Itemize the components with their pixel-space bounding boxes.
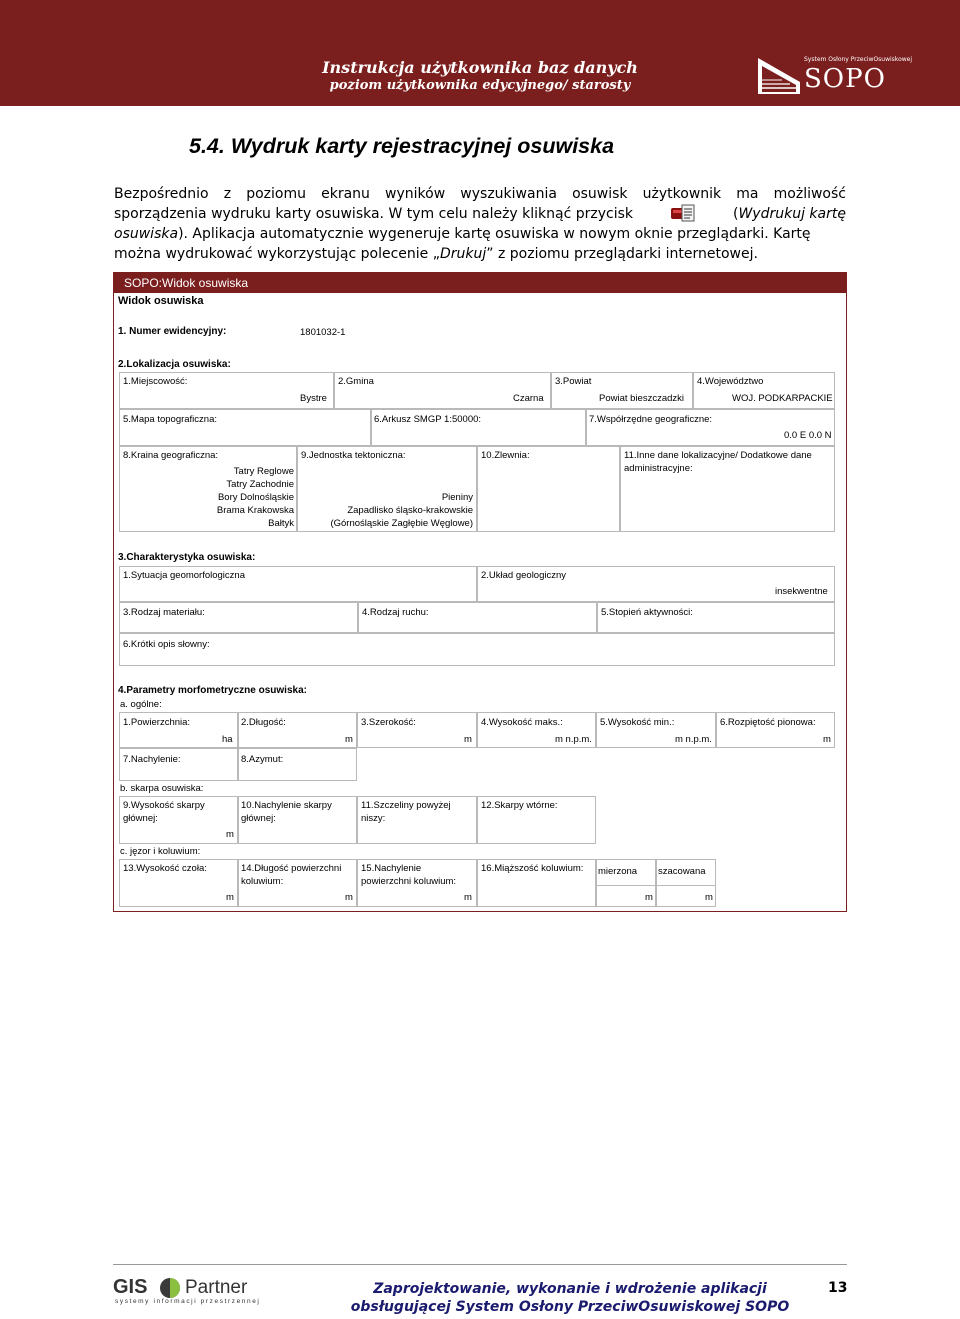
c-jezor-label: c. jęzor i koluwium: (120, 846, 201, 857)
gmina-label: 2.Gmina (338, 376, 374, 387)
powiat-value: Powiat bieszczadzki (599, 393, 685, 404)
paragraph-line-2a: sporządzenia wydruku karty osuwiska. W tym celu należy kliknąć przycisk (114, 206, 634, 222)
wys-maks-label: 4.Wysokość maks.: (481, 717, 563, 728)
header-title: Instrukcja użytkownika baz danych (322, 58, 638, 77)
jednostka-value-1: Pieniny (441, 492, 473, 503)
nach-powierzchni-label-1: 15.Nachylenie (361, 863, 422, 874)
skarpy-wtorne-label: 12.Skarpy wtórne: (481, 800, 558, 811)
rodzaj-materialu-label: 3.Rodzaj materiału: (123, 607, 205, 618)
nach-skarpy-label-1: 10.Nachylenie skarpy (241, 800, 332, 811)
body-paragraph (114, 184, 846, 264)
powierzchnia-label: 1.Powierzchnia: (123, 717, 191, 728)
miejscowosc-label: 1.Miejscowość: (123, 376, 188, 387)
print-card-name: Wydrukuj kartę (738, 206, 846, 222)
miazszosc-label: 16.Miąższość koluwium: (481, 863, 584, 874)
footer-text-line-1: Zaprojektowanie, wykonanie i wdrożenie aplikacji (373, 1281, 767, 1297)
paragraph-line-1: Bezpośrednio z poziomu ekranu wyników wyszukiwania osuwisk użytkownik ma możliwość (114, 186, 846, 202)
page-number: 13 (828, 1280, 848, 1296)
gis-logo-text: GIS (113, 1276, 148, 1298)
window-title: SOPO:Widok osuwiska (124, 276, 249, 290)
wspolrzedne-value: 0.0 E 0.0 N (784, 430, 832, 441)
arkusz-label: 6.Arkusz SMGP 1:50000: (374, 414, 482, 425)
dlugosc-unit: m (345, 734, 353, 745)
nach-skarpy-label-2: głównej: (241, 813, 276, 824)
uklad-label: 2.Układ geologiczny (481, 570, 567, 581)
print-card-icon[interactable] (670, 204, 696, 222)
mierzona-label: mierzona (598, 866, 638, 877)
view-title: Widok osuwiska (118, 295, 204, 307)
paragraph-line-2 (114, 204, 846, 224)
kraina-value-1: Tatry Reglowe (233, 466, 294, 477)
wys-skarpy-label-2: głównej: (123, 813, 158, 824)
s3-title: 3.Charakterystyka osuwiska: (118, 552, 256, 563)
szczeliny-label-1: 11.Szczeliny powyżej (361, 800, 451, 811)
gmina-value: Czarna (513, 393, 544, 404)
s1-value: 1801032-1 (300, 327, 346, 338)
s1-label: 1. Numer ewidencyjny: (118, 326, 227, 337)
wys-maks-unit: m n.p.m. (555, 734, 592, 745)
s2-title: 2.Lokalizacja osuwiska: (118, 359, 231, 370)
szacowana-label: szacowana (658, 866, 706, 877)
stopien-label: 5.Stopień aktywności: (601, 607, 693, 618)
rozpietosc-label: 6.Rozpiętość pionowa: (720, 717, 816, 728)
powiat-label: 3.Powiat (555, 376, 592, 387)
partner-logo-text: Partner (185, 1277, 248, 1298)
szerokosc-label: 3.Szerokość: (361, 717, 416, 728)
paragraph-line-4a: można wydrukować wykorzystując polecenie „ (114, 246, 440, 262)
miejscowosc-value: Bystre (300, 393, 327, 404)
opis-label: 6.Krótki opis słowny: (123, 639, 210, 650)
paragraph-line-4c: ” z poziomu przeglądarki internetowej. (486, 246, 758, 262)
szacowana-unit: m (705, 892, 713, 903)
wojewodztwo-label: 4.Województwo (697, 376, 764, 387)
jednostka-value-2: Zapadlisko śląsko-krakowskie (347, 505, 473, 516)
window-title-bar (114, 273, 846, 293)
jednostka-value-3: (Górnośląskie Zagłębie Węglowe) (330, 518, 473, 529)
wys-czola-label: 13.Wysokość czoła: (123, 863, 207, 874)
section-title: 5.4. Wydruk karty rejestracyjnej osuwiska (189, 134, 615, 158)
kraina-value-4: Brama Krakowska (216, 505, 294, 516)
wys-czola-unit: m (226, 892, 234, 903)
gis-logo-tagline: systemy informacji przestrzennej (115, 1298, 261, 1305)
azymut-label: 8.Azymut: (241, 754, 284, 765)
landslide-logo-icon (756, 52, 802, 96)
dl-powierzchni-label-2: koluwium: (241, 876, 284, 887)
rozpietosc-unit: m (823, 734, 831, 745)
gis-logo-circle-icon (158, 1277, 182, 1299)
wys-min-unit: m n.p.m. (675, 734, 712, 745)
paragraph-line-4 (114, 244, 846, 264)
rodzaj-ruchu-label: 4.Rodzaj ruchu: (362, 607, 429, 618)
paragraph-line-3b: ). Aplikacja automatycznie wygeneruje kartę osuwiska w nowym oknie przeglądarki. Kartę (178, 226, 811, 242)
paragraph-line-3 (114, 224, 846, 244)
szerokosc-unit: m (464, 734, 472, 745)
paragraph-line-4b: Drukuj (439, 246, 487, 262)
wys-skarpy-label-1: 9.Wysokość skarpy (123, 800, 205, 811)
wspolrzedne-label: 7.Współrzędne geograficzne: (589, 414, 713, 425)
paragraph-line-3a: osuwiska (114, 226, 179, 242)
uklad-value: insekwentne (775, 586, 828, 597)
inne-label-2: administracyjne: (624, 463, 693, 474)
paragraph-line-2-tail (733, 204, 846, 224)
gis-partner-logo (113, 1276, 293, 1306)
dlugosc-label: 2.Długość: (241, 717, 286, 728)
b-skarpa-label: b. skarpa osuwiska: (120, 783, 204, 794)
header-subtitle: poziom użytkownika edycyjnego/ starosty (329, 78, 631, 93)
kraina-value-3: Bory Dolnośląskie (217, 492, 294, 503)
zlewnia-label: 10.Zlewnia: (481, 450, 530, 461)
screenshot-window (113, 272, 847, 912)
jednostka-label: 9.Jednostka tektoniczna: (301, 450, 406, 461)
kraina-value-5: Bałtyk (268, 518, 294, 529)
mapa-label: 5.Mapa topograficzna: (123, 414, 218, 425)
powierzchnia-unit: ha (222, 734, 233, 745)
szczeliny-label-2: niszy: (361, 813, 386, 824)
s4-title: 4.Parametry morfometryczne osuwiska: (118, 685, 307, 696)
wojewodztwo-value: WOJ. PODKARPACKIE (732, 393, 833, 404)
sopo-logo (756, 52, 916, 96)
dl-powierzchni-unit: m (345, 892, 353, 903)
page-header (0, 0, 960, 106)
nach-powierzchni-unit: m (464, 892, 472, 903)
a-ogolne-label: a. ogólne: (120, 699, 162, 710)
dl-powierzchni-label-1: 14.Długość powierzchni (241, 863, 342, 874)
kraina-label: 8.Kraina geograficzna: (123, 450, 219, 461)
paren-open: ( (733, 206, 739, 222)
kraina-value-2: Tatry Zachodnie (226, 479, 294, 490)
nachylenie-label: 7.Nachylenie: (123, 754, 181, 765)
logo-big-text: SOPO (804, 64, 886, 94)
cell-opis (119, 633, 835, 666)
sytuacja-label: 1.Sytuacja geomorfologiczna (123, 570, 245, 581)
mierzona-unit: m (645, 892, 653, 903)
wys-skarpy-unit: m (226, 829, 234, 840)
logo-small-text: System Osłony PrzeciwOsuwiskowej (804, 56, 913, 63)
wys-min-label: 5.Wysokość min.: (600, 717, 675, 728)
footer-text-line-2: obsługującej System Osłony PrzeciwOsuwiskowej SOPO (350, 1299, 790, 1315)
inne-label-1: 11.Inne dane lokalizacyjne/ Dodatkowe dane (624, 450, 812, 461)
nach-powierzchni-label-2: powierzchni koluwium: (361, 876, 457, 887)
footer-divider (113, 1264, 847, 1265)
